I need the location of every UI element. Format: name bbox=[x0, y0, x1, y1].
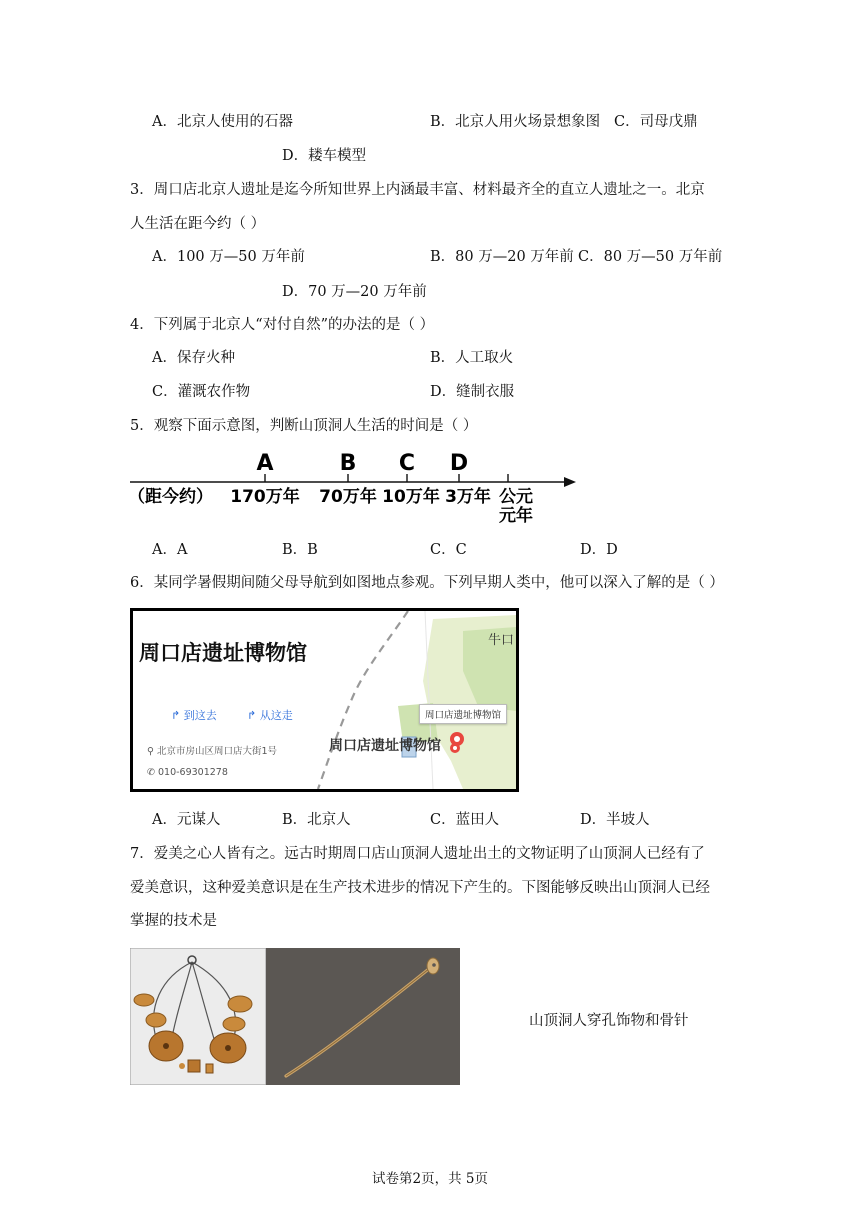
artifacts-caption: 山顶洞人穿孔饰物和骨针 bbox=[529, 1013, 689, 1029]
q5-option-c: C．C bbox=[430, 542, 467, 558]
q6-option-c: C．蓝田人 bbox=[430, 812, 500, 828]
q5-option-d: D．D bbox=[580, 542, 618, 558]
timeline-prefix: （距今约） bbox=[128, 487, 213, 507]
timeline-end-label-1: 公元 bbox=[499, 487, 533, 507]
timeline-mark-d: D bbox=[449, 451, 469, 476]
q3-option-b: B．80 万—20 万年前 bbox=[430, 249, 574, 265]
map-corner-text: 牛口 bbox=[487, 633, 514, 648]
q4-option-b: B．人工取火 bbox=[430, 350, 514, 366]
timeline-end-label-2: 元年 bbox=[499, 506, 533, 526]
q5-stem: 5．观察下面示意图，判断山顶洞人生活的时间是（ ） bbox=[130, 418, 478, 434]
q6-option-d: D．半坡人 bbox=[580, 812, 650, 828]
timeline-arrowhead bbox=[564, 477, 576, 487]
q7-stem-line2: 爱美意识，这种爱美意识是在生产技术进步的情况下产生的。下图能够反映出山顶洞人已经 bbox=[130, 880, 710, 896]
q4-option-d: D．缝制衣服 bbox=[430, 384, 515, 400]
q4-stem: 4．下列属于北京人“对付自然”的办法的是（ ） bbox=[130, 317, 435, 333]
go-here-link[interactable]: ↱ 到这去 bbox=[171, 709, 217, 722]
map-marker-icon[interactable] bbox=[449, 731, 465, 753]
timeline-mark-b: B bbox=[339, 451, 357, 476]
map-phone: ✆ 010-69301278 bbox=[147, 767, 228, 778]
map-poi-label: 周口店遗址博物馆 bbox=[329, 738, 441, 754]
map-screenshot bbox=[130, 608, 519, 792]
location-pin-icon: ⚲ bbox=[147, 746, 157, 757]
q5-option-a: A．A bbox=[152, 542, 188, 558]
q5-option-b: B．B bbox=[282, 542, 318, 558]
map-title: 周口店遗址博物馆 bbox=[139, 641, 307, 665]
q3-stem-line1: 3．周口店北京人遗址是迄今所知世界上内涵最丰富、材料最齐全的直立人遗址之一。北京 bbox=[130, 182, 705, 198]
timeline-label-a: 170万年 bbox=[230, 487, 300, 507]
map-address: ⚲ 北京市房山区周口店大街1号 bbox=[147, 746, 278, 757]
q7-stem-line1: 7．爱美之心人皆有之。远古时期周口店山顶洞人遗址出土的文物证明了山顶洞人已经有了 bbox=[130, 846, 705, 862]
q2-option-a: A．北京人使用的石器 bbox=[152, 114, 293, 130]
q3-option-c: C．80 万—50 万年前 bbox=[578, 249, 723, 265]
q6-option-a: A．元谋人 bbox=[152, 812, 221, 828]
q4-option-a: A．保存火种 bbox=[152, 350, 235, 366]
q3-stem-line2: 人生活在距今约（ ） bbox=[130, 216, 266, 232]
turn-arrow-icon: ↱ bbox=[171, 709, 184, 722]
artifacts-photo bbox=[130, 948, 460, 1085]
timeline-mark-a: A bbox=[256, 451, 274, 476]
q3-option-a: A．100 万—50 万年前 bbox=[152, 249, 305, 265]
q6-option-b: B．北京人 bbox=[282, 812, 351, 828]
q4-option-c: C．灌溉农作物 bbox=[152, 384, 251, 400]
forward-arrow-icon: ↱ bbox=[247, 709, 260, 722]
timeline-label-d: 3万年 bbox=[445, 487, 491, 507]
from-here-link[interactable]: ↱ 从这走 bbox=[247, 709, 293, 722]
phone-icon: ✆ bbox=[147, 767, 158, 778]
page-footer: 试卷第2页，共 5页 bbox=[372, 1171, 488, 1187]
q2-option-d: D．耧车模型 bbox=[282, 148, 367, 164]
q7-stem-line3: 掌握的技术是 bbox=[130, 913, 217, 929]
map-poi-tooltip: 周口店遗址博物馆 bbox=[419, 704, 507, 724]
q2-option-b: B．北京人用火场景想象图 bbox=[430, 114, 601, 130]
timeline-label-b: 70万年 bbox=[319, 487, 377, 507]
timeline-mark-c: C bbox=[398, 451, 416, 476]
q2-option-c: C．司母戊鼎 bbox=[614, 114, 698, 130]
q3-option-d: D．70 万—20 万年前 bbox=[282, 284, 427, 300]
timeline-label-c: 10万年 bbox=[382, 487, 440, 507]
q6-stem: 6．某同学暑假期间随父母导航到如图地点参观。下列早期人类中，他可以深入了解的是（ ） bbox=[130, 575, 724, 591]
timeline-diagram bbox=[128, 446, 588, 526]
